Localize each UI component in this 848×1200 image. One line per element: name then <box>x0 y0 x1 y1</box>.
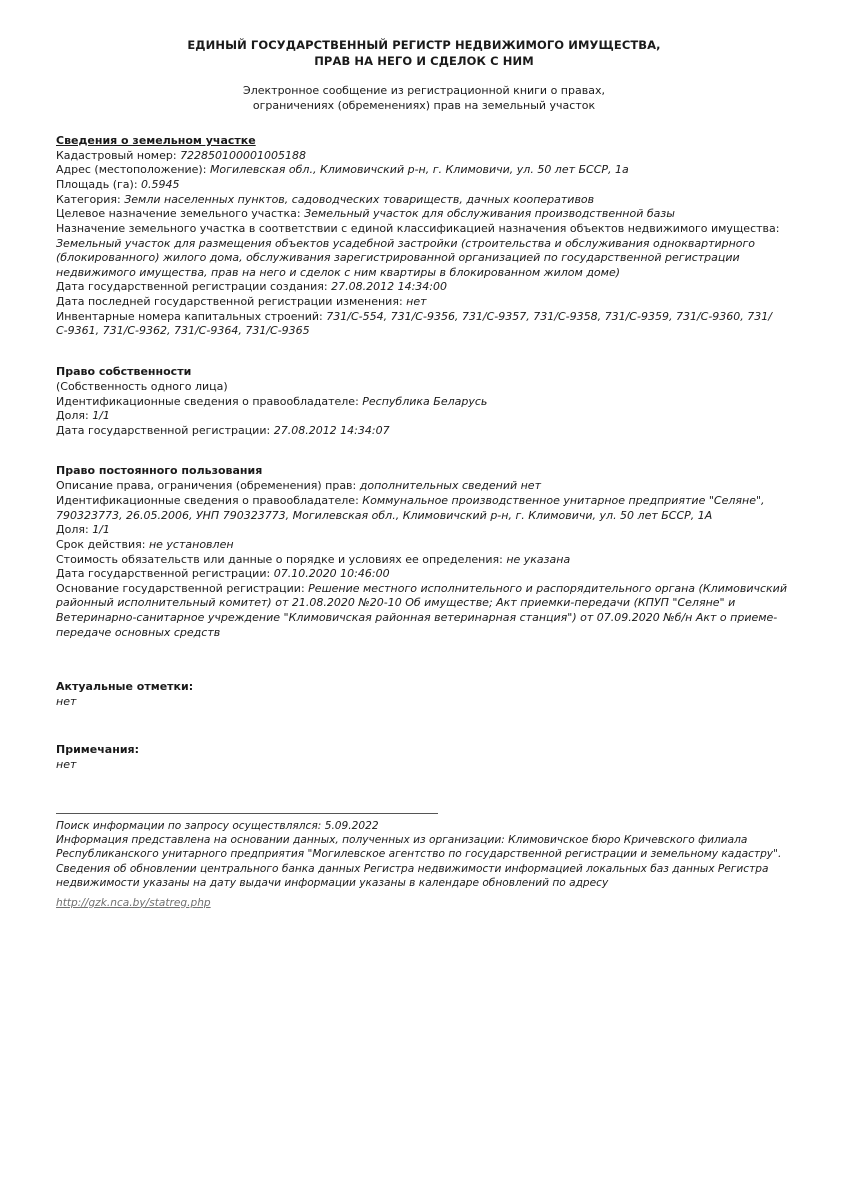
field-use-cost-value: не указана <box>506 552 571 566</box>
field-area-value: 0.5945 <box>141 178 180 192</box>
document-subtitle-line-1: Электронное сообщение из регистрационной книги о правах, <box>243 84 605 98</box>
document-title-line-1: ЕДИНЫЙ ГОСУДАРСТВЕННЫЙ РЕГИСТР НЕДВИЖИМОГО ИМУЩЕСТВА, <box>187 38 661 52</box>
section-heading-marks: Актуальные отметки: <box>56 680 194 694</box>
field-category-value: Земли населенных пунктов, садоводческих товариществ, дачных кооперативов <box>124 192 595 206</box>
field-created-date-label: Дата государственной регистрации создания: <box>56 280 328 294</box>
field-use-basis <box>56 582 792 641</box>
field-use-cost <box>56 553 792 568</box>
field-ownership-holder-label: Идентификационные сведения о правообладателе: <box>56 394 359 408</box>
field-classification-value: Земельный участок для размещения объектов усадебной застройки (строительства и обслуживания одноквартирного (блокированного) жилого дома, обслуживания зарегистрированной организацией по государственной регистрации недвижимого имущества, прав на него и сделок с ним квартиры в блокированном жилом доме) <box>56 236 756 279</box>
field-changed-date-value: нет <box>406 295 427 309</box>
field-ownership-holder <box>56 395 792 410</box>
section-permanent-use <box>56 464 792 640</box>
field-use-share-label: Доля: <box>56 523 89 537</box>
field-cadastral-number <box>56 149 792 164</box>
footer-divider <box>56 813 438 814</box>
section-heading-ownership: Право собственности <box>56 364 192 378</box>
footer-search-date-value: 5.09.2022 <box>324 819 379 832</box>
field-use-basis-label: Основание государственной регистрации: <box>56 581 305 595</box>
field-category <box>56 193 792 208</box>
field-ownership-type <box>56 380 792 395</box>
section-marks <box>56 680 792 710</box>
field-address <box>56 163 792 178</box>
field-changed-date <box>56 295 792 310</box>
field-inventory-numbers-label: Инвентарные номера капитальных строений: <box>56 309 323 323</box>
spacer <box>56 343 792 365</box>
field-use-description <box>56 479 792 494</box>
footer-calendar-link[interactable]: http://gzk.nca.by/statreg.php <box>56 896 211 909</box>
field-use-share-value: 1/1 <box>92 523 110 537</box>
field-use-holder-value: Коммунальное производственное унитарное предприятие "Селяне", 790323773, 26.05.2006, УНП 790323773, Могилевская обл., Климовичский р-н, г. Климовичи, ул. 50 лет БССР, 1А <box>56 494 765 522</box>
field-ownership-share <box>56 409 792 424</box>
field-use-basis-value: Решение местного исполнительного и распорядительного органа (Климовичский районный исполнительный комитет) от 21.08.2020 №20-10 Об имуществе; Акт приемки-передачи (КПУП "Селяне" и Ветеринарно-санитарное учреждение "Климовичская районная ветеринарная станция") от 07.09.2020 №б/н Акт о приеме-передаче основных средств <box>56 581 787 639</box>
footer-update-text: Сведения об обновлении центрального банка данных Регистра недвижимости информацией локальных баз данных Регистра недвижимости указаны на дату выдачи информации указаны в календаре обновлений по адресу <box>56 862 769 890</box>
field-use-term-label: Срок действия: <box>56 537 146 551</box>
field-ownership-share-label: Доля: <box>56 409 89 423</box>
field-use-registration-date-label: Дата государственной регистрации: <box>56 567 271 581</box>
field-cadastral-number-value: 722850100001005188 <box>180 148 307 162</box>
footer-source-text: Информация представлена на основании данных, полученных из организации: Климовичское бюро Кричевского филиала Республиканского унитарного предприятия "Могилевское агентство по государственной регистрации и земельному кадастру". <box>56 833 782 861</box>
field-use-holder-label: Идентификационные сведения о правообладателе: <box>56 494 359 508</box>
field-classification <box>56 222 792 281</box>
footer-search-date-label: Поиск информации по запросу осуществлялся: <box>56 819 322 832</box>
field-use-holder <box>56 494 792 523</box>
field-use-term <box>56 538 792 553</box>
field-use-term-value: не установлен <box>148 537 234 551</box>
section-notes <box>56 743 792 773</box>
field-created-date-value: 27.08.2012 14:34:00 <box>331 280 448 294</box>
section-parcel-info <box>56 134 792 339</box>
field-ownership-type-value: (Собственность одного лица) <box>56 379 228 393</box>
field-created-date <box>56 280 792 295</box>
field-area-label: Площадь (га): <box>56 178 138 192</box>
spacer <box>56 714 792 736</box>
footer-search-date <box>56 819 792 833</box>
field-category-label: Категория: <box>56 192 121 206</box>
field-ownership-registration-date <box>56 424 792 439</box>
field-changed-date-label: Дата последней государственной регистрации изменения: <box>56 295 403 309</box>
document-subtitle <box>146 83 702 114</box>
field-purpose-value: Земельный участок для обслуживания производственной базы <box>304 207 675 221</box>
field-ownership-registration-date-label: Дата государственной регистрации: <box>56 423 271 437</box>
field-use-share <box>56 523 792 538</box>
section-heading-notes: Примечания: <box>56 742 139 756</box>
document-footer <box>56 813 792 910</box>
field-ownership-holder-value: Республика Беларусь <box>362 394 488 408</box>
field-purpose-label: Целевое назначение земельного участка: <box>56 207 301 221</box>
section-heading-parcel: Сведения о земельном участке <box>56 133 256 147</box>
document-title-line-2: ПРАВ НА НЕГО И СДЕЛОК С НИМ <box>314 53 534 68</box>
spacer <box>56 666 792 680</box>
field-notes-value: нет <box>56 757 77 771</box>
field-use-description-value: дополнительных сведений нет <box>359 479 541 493</box>
field-use-cost-label: Стоимость обязательств или данные о порядке и условиях ее определения: <box>56 552 503 566</box>
document-title <box>96 38 752 69</box>
spacer <box>56 442 792 464</box>
field-use-registration-date-value: 07.10.2020 10:46:00 <box>273 567 390 581</box>
section-heading-permanent-use: Право постоянного пользования <box>56 464 263 478</box>
spacer <box>56 736 792 743</box>
field-purpose <box>56 207 792 222</box>
document-subtitle-line-2: ограничениях (обременениях) прав на земельный участок <box>252 99 596 113</box>
field-address-label: Адрес (местоположение): <box>56 163 207 177</box>
field-classification-label: Назначение земельного участка в соответствии с единой классификацией назначения объектов недвижимого имущества: <box>56 221 780 235</box>
section-ownership <box>56 365 792 439</box>
field-inventory-numbers-value: 731/С-554, 731/С-9356, 731/С-9357, 731/С-9358, 731/С-9359, 731/С-9360, 731/С-9361, 731/С-9362, 731/С-9364, 731/С-9365 <box>56 309 772 338</box>
field-marks-value: нет <box>56 695 77 709</box>
field-ownership-registration-date-value: 27.08.2012 14:34:07 <box>273 423 390 437</box>
field-area <box>56 178 792 193</box>
field-cadastral-number-label: Кадастровый номер: <box>56 148 177 162</box>
field-use-description-label: Описание права, ограничения (обременения) прав: <box>56 479 357 493</box>
field-address-value: Могилевская обл., Климовичский р-н, г. Климовичи, ул. 50 лет БССР, 1а <box>209 163 629 177</box>
field-inventory-numbers <box>56 310 792 339</box>
field-use-registration-date <box>56 567 792 582</box>
field-ownership-share-value: 1/1 <box>92 409 110 423</box>
spacer <box>56 644 792 666</box>
